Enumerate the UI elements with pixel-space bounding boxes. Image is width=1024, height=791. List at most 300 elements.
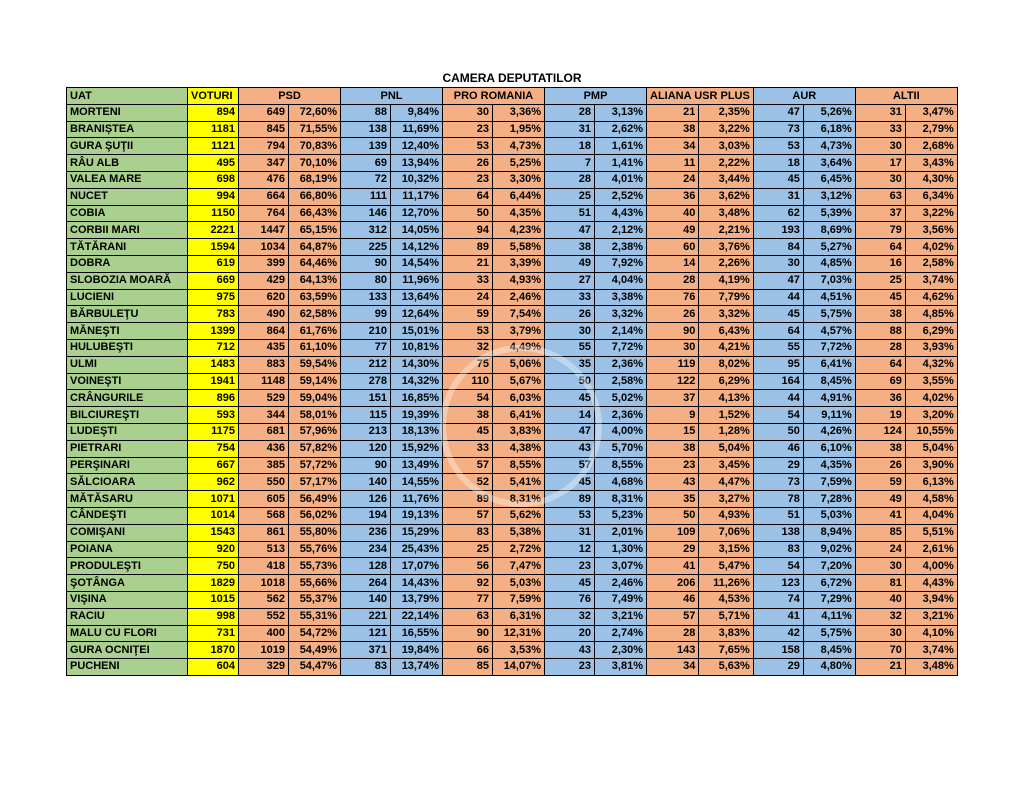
table-body (67, 104, 958, 675)
cell-altii-pct: 4,62% (905, 289, 957, 306)
cell-pro-votes: 45 (443, 423, 493, 440)
cell-pro-votes: 50 (443, 205, 493, 222)
cell-aur-pct: 7,28% (803, 491, 855, 508)
cell-pnl-votes: 90 (341, 457, 391, 474)
cell-pro-pct: 6,31% (493, 608, 545, 625)
cell-pnl-votes: 146 (341, 205, 391, 222)
cell-voturi: 1150 (188, 205, 239, 222)
cell-usr-votes: 60 (647, 239, 699, 256)
cell-uat: MĂNEŞTI (67, 323, 188, 340)
cell-pnl-votes: 99 (341, 306, 391, 323)
cell-psd-pct: 55,80% (289, 524, 341, 541)
cell-pnl-votes: 139 (341, 138, 391, 155)
cell-aur-votes: 138 (753, 524, 803, 541)
cell-aur-pct: 4,51% (803, 289, 855, 306)
cell-usr-pct: 7,65% (699, 642, 753, 659)
cell-usr-votes: 50 (647, 507, 699, 524)
cell-aur-votes: 95 (753, 356, 803, 373)
cell-usr-pct: 3,76% (699, 239, 753, 256)
cell-aur-votes: 44 (753, 289, 803, 306)
cell-pro-pct: 7,59% (493, 591, 545, 608)
cell-pro-votes: 33 (443, 440, 493, 457)
cell-aur-pct: 5,27% (803, 239, 855, 256)
cell-pnl-pct: 11,76% (391, 491, 443, 508)
cell-voturi: 669 (188, 272, 239, 289)
results-table (66, 87, 958, 676)
cell-voturi: 1121 (188, 138, 239, 155)
cell-altii-pct: 3,47% (905, 104, 957, 121)
table-row (67, 255, 958, 272)
cell-psd-pct: 57,96% (289, 423, 341, 440)
cell-psd-pct: 70,83% (289, 138, 341, 155)
page-title: CAMERA DEPUTATILOR (442, 71, 582, 85)
cell-usr-votes: 38 (647, 121, 699, 138)
cell-pnl-votes: 69 (341, 155, 391, 172)
cell-uat: LUDEŞTI (67, 423, 188, 440)
cell-pnl-pct: 14,05% (391, 222, 443, 239)
cell-pro-pct: 2,46% (493, 289, 545, 306)
cell-pnl-votes: 138 (341, 121, 391, 138)
table-row (67, 239, 958, 256)
cell-voturi: 1071 (188, 491, 239, 508)
cell-pnl-votes: 77 (341, 339, 391, 356)
table-row (67, 440, 958, 457)
table-row (67, 407, 958, 424)
cell-usr-pct: 11,26% (699, 575, 753, 592)
cell-aur-pct: 8,69% (803, 222, 855, 239)
table-row (67, 642, 958, 659)
cell-pnl-pct: 12,64% (391, 306, 443, 323)
cell-aur-votes: 41 (753, 608, 803, 625)
cell-voturi: 998 (188, 608, 239, 625)
cell-pmp-pct: 3,13% (595, 104, 647, 121)
cell-aur-votes: 54 (753, 407, 803, 424)
cell-voturi: 1399 (188, 323, 239, 340)
cell-pnl-pct: 16,55% (391, 625, 443, 642)
cell-pmp-votes: 28 (545, 104, 595, 121)
cell-aur-pct: 5,26% (803, 104, 855, 121)
cell-altii-pct: 3,74% (905, 642, 957, 659)
cell-usr-pct: 2,22% (699, 155, 753, 172)
cell-pmp-pct: 4,04% (595, 272, 647, 289)
cell-pro-votes: 77 (443, 591, 493, 608)
cell-altii-votes: 30 (855, 558, 905, 575)
cell-voturi: 593 (188, 407, 239, 424)
cell-psd-votes: 620 (239, 289, 289, 306)
cell-psd-pct: 54,49% (289, 642, 341, 659)
cell-pro-votes: 90 (443, 625, 493, 642)
cell-pnl-pct: 13,49% (391, 457, 443, 474)
table-row (67, 222, 958, 239)
cell-aur-votes: 44 (753, 390, 803, 407)
cell-aur-pct: 7,72% (803, 339, 855, 356)
cell-usr-votes: 206 (647, 575, 699, 592)
cell-altii-pct: 3,55% (905, 373, 957, 390)
cell-voturi: 1015 (188, 591, 239, 608)
cell-psd-pct: 58,01% (289, 407, 341, 424)
cell-pmp-pct: 7,72% (595, 339, 647, 356)
cell-voturi: 712 (188, 339, 239, 356)
cell-pro-votes: 54 (443, 390, 493, 407)
cell-pro-pct: 8,55% (493, 457, 545, 474)
cell-usr-votes: 9 (647, 407, 699, 424)
cell-pro-votes: 75 (443, 356, 493, 373)
cell-usr-pct: 2,35% (699, 104, 753, 121)
cell-pmp-votes: 35 (545, 356, 595, 373)
cell-uat: MĂTĂSARU (67, 491, 188, 508)
cell-pmp-pct: 2,14% (595, 323, 647, 340)
cell-pro-pct: 4,23% (493, 222, 545, 239)
cell-altii-pct: 4,58% (905, 491, 957, 508)
table-row (67, 188, 958, 205)
cell-uat: ULMI (67, 356, 188, 373)
cell-usr-pct: 2,26% (699, 255, 753, 272)
table-row (67, 306, 958, 323)
cell-altii-votes: 28 (855, 339, 905, 356)
cell-uat: GURA OCNIŢEI (67, 642, 188, 659)
cell-pnl-votes: 133 (341, 289, 391, 306)
cell-pro-pct: 3,79% (493, 323, 545, 340)
cell-usr-pct: 4,13% (699, 390, 753, 407)
cell-uat: RÂU ALB (67, 155, 188, 172)
cell-psd-votes: 681 (239, 423, 289, 440)
cell-psd-pct: 55,66% (289, 575, 341, 592)
cell-usr-pct: 6,43% (699, 323, 753, 340)
cell-usr-votes: 40 (647, 205, 699, 222)
cell-psd-pct: 55,73% (289, 558, 341, 575)
cell-usr-votes: 28 (647, 625, 699, 642)
cell-pnl-pct: 13,64% (391, 289, 443, 306)
cell-pmp-pct: 8,31% (595, 491, 647, 508)
cell-pro-pct: 14,07% (493, 659, 545, 676)
cell-usr-pct: 8,02% (699, 356, 753, 373)
cell-pnl-pct: 16,85% (391, 390, 443, 407)
cell-voturi: 750 (188, 558, 239, 575)
cell-pro-pct: 5,38% (493, 524, 545, 541)
cell-voturi: 2221 (188, 222, 239, 239)
cell-psd-votes: 347 (239, 155, 289, 172)
cell-usr-votes: 41 (647, 558, 699, 575)
cell-aur-pct: 6,18% (803, 121, 855, 138)
cell-usr-pct: 3,15% (699, 541, 753, 558)
cell-uat: BĂRBULEŢU (67, 306, 188, 323)
header-pro-romania: PRO ROMANIA (443, 88, 545, 105)
cell-pmp-votes: 51 (545, 205, 595, 222)
cell-altii-votes: 26 (855, 457, 905, 474)
cell-altii-votes: 30 (855, 625, 905, 642)
cell-altii-votes: 64 (855, 356, 905, 373)
cell-usr-votes: 46 (647, 591, 699, 608)
cell-aur-votes: 46 (753, 440, 803, 457)
cell-usr-votes: 34 (647, 138, 699, 155)
cell-altii-votes: 30 (855, 138, 905, 155)
cell-psd-votes: 568 (239, 507, 289, 524)
cell-voturi: 1870 (188, 642, 239, 659)
cell-pmp-votes: 43 (545, 642, 595, 659)
cell-voturi: 1941 (188, 373, 239, 390)
cell-aur-pct: 4,73% (803, 138, 855, 155)
cell-psd-votes: 399 (239, 255, 289, 272)
cell-pmp-votes: 76 (545, 591, 595, 608)
cell-usr-pct: 3,44% (699, 171, 753, 188)
cell-pro-pct: 5,06% (493, 356, 545, 373)
cell-aur-votes: 55 (753, 339, 803, 356)
cell-aur-pct: 5,75% (803, 306, 855, 323)
cell-pmp-pct: 4,01% (595, 171, 647, 188)
cell-usr-pct: 4,19% (699, 272, 753, 289)
cell-uat: TĂTĂRANI (67, 239, 188, 256)
cell-pmp-votes: 50 (545, 373, 595, 390)
cell-voturi: 1175 (188, 423, 239, 440)
cell-psd-votes: 476 (239, 171, 289, 188)
cell-aur-pct: 4,85% (803, 255, 855, 272)
cell-voturi: 962 (188, 474, 239, 491)
cell-pnl-pct: 14,30% (391, 356, 443, 373)
cell-voturi: 896 (188, 390, 239, 407)
cell-pmp-votes: 26 (545, 306, 595, 323)
cell-aur-pct: 3,64% (803, 155, 855, 172)
cell-voturi: 1014 (188, 507, 239, 524)
cell-aur-pct: 7,59% (803, 474, 855, 491)
cell-psd-votes: 550 (239, 474, 289, 491)
cell-pmp-pct: 3,32% (595, 306, 647, 323)
table-row (67, 323, 958, 340)
cell-pnl-votes: 140 (341, 474, 391, 491)
cell-pmp-votes: 14 (545, 407, 595, 424)
cell-pmp-votes: 57 (545, 457, 595, 474)
cell-psd-votes: 861 (239, 524, 289, 541)
cell-pmp-pct: 5,02% (595, 390, 647, 407)
cell-psd-pct: 56,49% (289, 491, 341, 508)
header-psd: PSD (239, 88, 341, 105)
cell-pro-votes: 85 (443, 659, 493, 676)
cell-pmp-votes: 43 (545, 440, 595, 457)
cell-usr-pct: 4,47% (699, 474, 753, 491)
cell-pro-pct: 5,03% (493, 575, 545, 592)
cell-pro-pct: 3,36% (493, 104, 545, 121)
cell-usr-votes: 76 (647, 289, 699, 306)
cell-pro-votes: 92 (443, 575, 493, 592)
cell-pro-votes: 23 (443, 171, 493, 188)
cell-altii-votes: 79 (855, 222, 905, 239)
cell-uat: CÂNDEŞTI (67, 507, 188, 524)
cell-usr-votes: 36 (647, 188, 699, 205)
cell-aur-pct: 5,03% (803, 507, 855, 524)
cell-usr-pct: 7,06% (699, 524, 753, 541)
cell-altii-pct: 3,22% (905, 205, 957, 222)
header-altii: ALTII (855, 88, 957, 105)
cell-pro-votes: 25 (443, 541, 493, 558)
cell-psd-votes: 864 (239, 323, 289, 340)
cell-pro-votes: 53 (443, 138, 493, 155)
cell-pnl-votes: 221 (341, 608, 391, 625)
table-row (67, 289, 958, 306)
cell-pro-votes: 21 (443, 255, 493, 272)
header-pmp: PMP (545, 88, 647, 105)
cell-usr-pct: 1,52% (699, 407, 753, 424)
cell-usr-votes: 29 (647, 541, 699, 558)
cell-altii-votes: 49 (855, 491, 905, 508)
cell-pmp-votes: 23 (545, 558, 595, 575)
cell-pnl-votes: 312 (341, 222, 391, 239)
cell-voturi: 495 (188, 155, 239, 172)
cell-uat: NUCET (67, 188, 188, 205)
cell-pmp-pct: 5,70% (595, 440, 647, 457)
cell-usr-votes: 109 (647, 524, 699, 541)
table-row (67, 205, 958, 222)
cell-pnl-votes: 234 (341, 541, 391, 558)
cell-usr-votes: 90 (647, 323, 699, 340)
cell-uat: VIŞINA (67, 591, 188, 608)
cell-altii-pct: 3,74% (905, 272, 957, 289)
cell-pro-pct: 4,49% (493, 339, 545, 356)
cell-aur-votes: 193 (753, 222, 803, 239)
cell-usr-votes: 23 (647, 457, 699, 474)
cell-psd-pct: 54,72% (289, 625, 341, 642)
table-row (67, 121, 958, 138)
cell-altii-pct: 6,34% (905, 188, 957, 205)
cell-psd-votes: 344 (239, 407, 289, 424)
cell-pmp-pct: 4,68% (595, 474, 647, 491)
cell-uat: ŞOTÂNGA (67, 575, 188, 592)
cell-psd-pct: 55,37% (289, 591, 341, 608)
cell-psd-pct: 64,87% (289, 239, 341, 256)
cell-altii-pct: 3,93% (905, 339, 957, 356)
cell-altii-pct: 3,90% (905, 457, 957, 474)
cell-pmp-votes: 89 (545, 491, 595, 508)
cell-altii-votes: 25 (855, 272, 905, 289)
cell-psd-votes: 429 (239, 272, 289, 289)
cell-pnl-pct: 19,13% (391, 507, 443, 524)
cell-pro-votes: 94 (443, 222, 493, 239)
cell-pnl-votes: 121 (341, 625, 391, 642)
cell-pnl-votes: 213 (341, 423, 391, 440)
cell-altii-votes: 16 (855, 255, 905, 272)
cell-psd-votes: 435 (239, 339, 289, 356)
cell-aur-votes: 73 (753, 474, 803, 491)
cell-aur-pct: 9,02% (803, 541, 855, 558)
cell-psd-pct: 64,13% (289, 272, 341, 289)
cell-altii-pct: 3,94% (905, 591, 957, 608)
cell-usr-votes: 49 (647, 222, 699, 239)
cell-pnl-votes: 83 (341, 659, 391, 676)
header-aur: AUR (753, 88, 855, 105)
cell-pnl-votes: 194 (341, 507, 391, 524)
cell-pmp-votes: 20 (545, 625, 595, 642)
cell-usr-pct: 4,53% (699, 591, 753, 608)
cell-usr-votes: 119 (647, 356, 699, 373)
cell-psd-pct: 71,55% (289, 121, 341, 138)
table-row (67, 524, 958, 541)
cell-psd-pct: 57,17% (289, 474, 341, 491)
cell-pmp-pct: 2,46% (595, 575, 647, 592)
cell-pro-votes: 56 (443, 558, 493, 575)
cell-pmp-votes: 49 (545, 255, 595, 272)
cell-altii-pct: 6,13% (905, 474, 957, 491)
cell-usr-pct: 5,63% (699, 659, 753, 676)
table-row (67, 390, 958, 407)
cell-pnl-votes: 236 (341, 524, 391, 541)
cell-aur-pct: 8,45% (803, 642, 855, 659)
cell-usr-pct: 3,83% (699, 625, 753, 642)
cell-psd-pct: 56,02% (289, 507, 341, 524)
cell-altii-pct: 3,43% (905, 155, 957, 172)
table-row (67, 541, 958, 558)
cell-pnl-pct: 13,74% (391, 659, 443, 676)
cell-pnl-pct: 14,55% (391, 474, 443, 491)
cell-psd-pct: 61,10% (289, 339, 341, 356)
cell-aur-votes: 18 (753, 155, 803, 172)
cell-pnl-pct: 22,14% (391, 608, 443, 625)
table-row (67, 608, 958, 625)
cell-pnl-pct: 11,96% (391, 272, 443, 289)
cell-pmp-pct: 1,30% (595, 541, 647, 558)
cell-altii-pct: 3,20% (905, 407, 957, 424)
cell-uat: PRODULEŞTI (67, 558, 188, 575)
cell-usr-pct: 3,62% (699, 188, 753, 205)
cell-pmp-votes: 33 (545, 289, 595, 306)
cell-pmp-votes: 25 (545, 188, 595, 205)
cell-altii-pct: 3,21% (905, 608, 957, 625)
cell-voturi: 783 (188, 306, 239, 323)
cell-pmp-pct: 2,36% (595, 356, 647, 373)
header-voturi: VOTURI (188, 88, 239, 105)
cell-aur-votes: 158 (753, 642, 803, 659)
cell-pmp-pct: 2,62% (595, 121, 647, 138)
cell-voturi: 1594 (188, 239, 239, 256)
cell-pmp-votes: 45 (545, 390, 595, 407)
cell-pro-pct: 7,47% (493, 558, 545, 575)
cell-pro-votes: 53 (443, 323, 493, 340)
cell-psd-pct: 64,46% (289, 255, 341, 272)
cell-uat: GURA ŞUŢII (67, 138, 188, 155)
cell-voturi: 619 (188, 255, 239, 272)
cell-pmp-votes: 55 (545, 339, 595, 356)
cell-psd-pct: 65,15% (289, 222, 341, 239)
cell-pro-votes: 89 (443, 491, 493, 508)
cell-pnl-pct: 9,84% (391, 104, 443, 121)
cell-uat: SLOBOZIA MOARĂ (67, 272, 188, 289)
cell-altii-pct: 4,02% (905, 239, 957, 256)
cell-aur-votes: 62 (753, 205, 803, 222)
cell-aur-votes: 54 (753, 558, 803, 575)
cell-pmp-votes: 31 (545, 121, 595, 138)
cell-pmp-votes: 7 (545, 155, 595, 172)
cell-altii-votes: 38 (855, 440, 905, 457)
cell-pro-votes: 33 (443, 272, 493, 289)
cell-altii-pct: 4,04% (905, 507, 957, 524)
cell-usr-pct: 3,27% (699, 491, 753, 508)
cell-usr-votes: 28 (647, 272, 699, 289)
cell-pmp-pct: 2,74% (595, 625, 647, 642)
cell-pmp-votes: 27 (545, 272, 595, 289)
cell-altii-votes: 40 (855, 591, 905, 608)
cell-voturi: 1829 (188, 575, 239, 592)
cell-pro-pct: 4,38% (493, 440, 545, 457)
cell-uat: POIANA (67, 541, 188, 558)
cell-usr-votes: 30 (647, 339, 699, 356)
cell-usr-votes: 26 (647, 306, 699, 323)
header-pnl: PNL (341, 88, 443, 105)
cell-pro-votes: 63 (443, 608, 493, 625)
cell-usr-pct: 5,71% (699, 608, 753, 625)
cell-pmp-pct: 8,55% (595, 457, 647, 474)
cell-pnl-votes: 88 (341, 104, 391, 121)
cell-pro-pct: 7,54% (493, 306, 545, 323)
cell-psd-pct: 62,58% (289, 306, 341, 323)
cell-uat: RACIU (67, 608, 188, 625)
cell-pnl-pct: 15,29% (391, 524, 443, 541)
